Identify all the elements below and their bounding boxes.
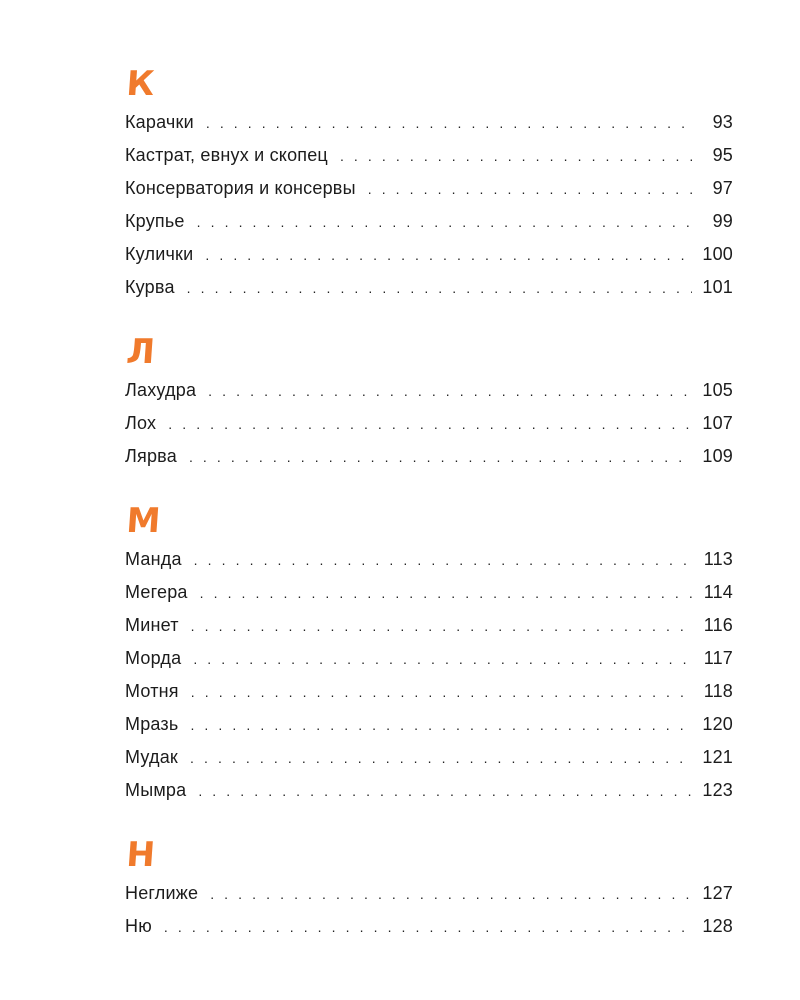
page-number: 120: [702, 714, 733, 734]
toc-entry[interactable]: [125, 205, 733, 238]
toc-entry[interactable]: [125, 609, 733, 642]
page-number: 116: [703, 615, 733, 635]
page-number: 127: [702, 883, 733, 903]
page-number: 117: [703, 648, 733, 668]
dot-leader: [190, 742, 692, 775]
dot-leader: [187, 272, 693, 305]
section-letter: К: [125, 64, 157, 104]
page-number: 123: [702, 780, 733, 800]
toc-entry[interactable]: [125, 642, 733, 675]
page-number: 101: [702, 277, 733, 297]
toc-entry[interactable]: [125, 139, 733, 172]
entry-title: Курва: [125, 277, 175, 297]
dot-leader: [200, 577, 693, 610]
toc-entry[interactable]: [125, 543, 733, 576]
page-number: 107: [702, 413, 733, 433]
entry-title: Мымра: [125, 780, 187, 800]
toc-entry[interactable]: [125, 407, 733, 440]
toc-entry[interactable]: [125, 576, 733, 609]
toc-entry[interactable]: [125, 374, 733, 407]
page-number: 100: [702, 244, 733, 264]
toc-entry[interactable]: [125, 106, 733, 139]
dot-leader: [194, 544, 693, 577]
dot-leader: [206, 107, 693, 140]
toc-entry[interactable]: [125, 271, 733, 304]
toc-section: [125, 330, 733, 473]
toc-entry[interactable]: [125, 741, 733, 774]
dot-leader: [205, 239, 692, 272]
dot-leader: [368, 173, 693, 206]
entry-title: Мотня: [125, 681, 179, 701]
toc-entry[interactable]: [125, 877, 733, 910]
dot-leader: [189, 441, 692, 474]
entry-title: Мудак: [125, 747, 178, 767]
dot-leader: [168, 408, 692, 441]
entry-title: Крупье: [125, 211, 185, 231]
entry-title: Кастрат, евнух и скопец: [125, 145, 328, 165]
table-of-contents: [125, 62, 733, 969]
toc-entry[interactable]: [125, 774, 733, 807]
entry-title: Манда: [125, 549, 182, 569]
section-letter: Л: [125, 332, 158, 372]
page-number: 93: [712, 112, 733, 132]
dot-leader: [190, 709, 692, 742]
page-number: 105: [702, 380, 733, 400]
toc-entry[interactable]: [125, 440, 733, 473]
entry-title: Кулички: [125, 244, 194, 264]
page-number: 109: [702, 446, 733, 466]
toc-section: [125, 499, 733, 807]
entry-title: Минет: [125, 615, 179, 635]
toc-entry[interactable]: [125, 910, 733, 943]
toc-section: [125, 833, 733, 943]
dot-leader: [191, 610, 693, 643]
toc-section: [125, 62, 733, 304]
entry-title: Морда: [125, 648, 182, 668]
page-number: 113: [703, 549, 733, 569]
entry-title: Лахудра: [125, 380, 197, 400]
dot-leader: [208, 375, 692, 408]
toc-entry[interactable]: [125, 172, 733, 205]
entry-title: Ню: [125, 916, 152, 936]
toc-entry[interactable]: [125, 238, 733, 271]
entry-title: Карачки: [125, 112, 194, 132]
dot-leader: [340, 140, 693, 173]
dot-leader: [198, 775, 692, 808]
page-number: 97: [712, 178, 733, 198]
entry-title: Консерватория и консервы: [125, 178, 356, 198]
dot-leader: [197, 206, 693, 239]
dot-leader: [191, 676, 693, 709]
entry-title: Лох: [125, 413, 157, 433]
page-number: 118: [703, 681, 733, 701]
entry-title: Мразь: [125, 714, 179, 734]
dot-leader: [210, 878, 692, 911]
page-number: 114: [703, 582, 733, 602]
page-number: 121: [702, 747, 733, 767]
entry-title: Лярва: [125, 446, 177, 466]
section-letter: Н: [125, 835, 158, 875]
entry-title: Неглиже: [125, 883, 199, 903]
entry-title: Мегера: [125, 582, 188, 602]
dot-leader: [193, 643, 693, 676]
toc-entry[interactable]: [125, 675, 733, 708]
page-number: 128: [702, 916, 733, 936]
section-letter: М: [125, 501, 163, 541]
toc-entry[interactable]: [125, 708, 733, 741]
page-number: 95: [712, 145, 733, 165]
dot-leader: [164, 911, 692, 944]
page-number: 99: [712, 211, 733, 231]
